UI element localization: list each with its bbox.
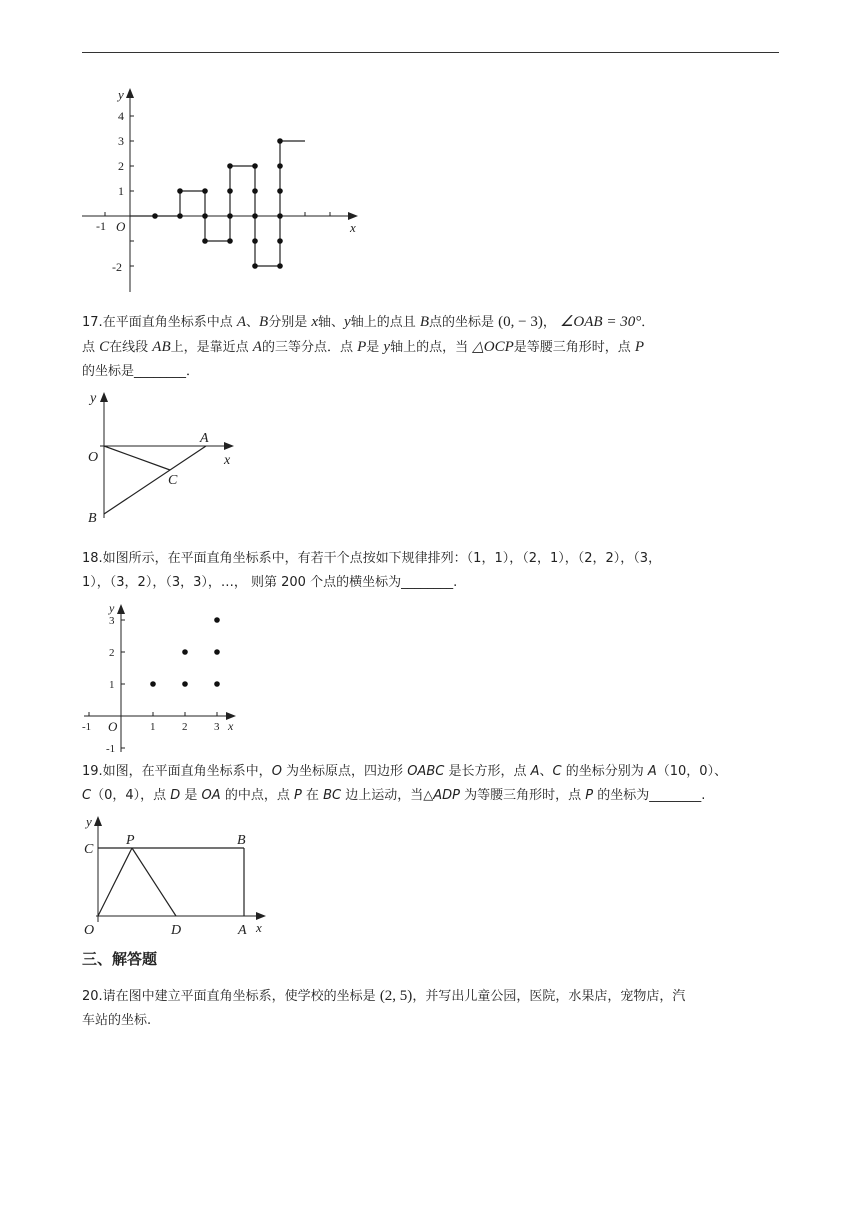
q17-text-12: 是等腰三角形时，点 (513, 340, 635, 355)
x-axis-arrow (224, 442, 234, 450)
q19-d: D (170, 788, 181, 803)
x-axis-label: x (256, 920, 262, 935)
figure-q16-staircase-path (78, 86, 368, 298)
label-a: A (200, 431, 209, 446)
pattern-points (150, 617, 220, 687)
figure-q19-rectangle (80, 812, 276, 940)
y-tick-2: 2 (109, 647, 115, 659)
path-points (152, 138, 283, 269)
question-19 (82, 760, 782, 808)
q19-text-1c: 是长方形，点 (444, 764, 531, 779)
y-axis-label: y (118, 87, 124, 102)
q17-text-4: 轴上的点且 (350, 315, 420, 330)
pattern-point-4 (214, 681, 220, 687)
label-a: A (238, 923, 247, 938)
q17-sep: 、 (246, 315, 260, 330)
header-rule (82, 52, 779, 53)
path-point-3 (177, 188, 183, 194)
q17-text-13: 的坐标是________． (82, 364, 200, 379)
label-o: O (88, 450, 99, 465)
y-tick-4: 4 (118, 109, 124, 123)
question-17 (82, 310, 782, 384)
x-tick-2: 2 (182, 721, 188, 733)
segment-op (98, 848, 132, 916)
label-o: O (84, 923, 95, 938)
path-point-2 (177, 213, 183, 219)
q17-segment-ab: AB (152, 339, 171, 355)
y-tick-1: 1 (109, 679, 115, 691)
q19-p-2: P (585, 788, 594, 803)
q17-text-1: 在平面直角坐标系中点 (102, 315, 237, 330)
q17-point-a: A (236, 314, 246, 330)
q19-text-2g: 为等腰三角形时，点 (459, 788, 586, 803)
q19-text-2h: 的坐标为________. (593, 788, 706, 803)
q19-p: P (293, 788, 302, 803)
pattern-point-5 (214, 649, 220, 655)
x-axis-label: x (228, 719, 234, 733)
label-d: D (171, 923, 182, 938)
path-point-7 (227, 238, 233, 244)
q17-point-a-2: A (252, 339, 262, 355)
path-point-16 (277, 263, 283, 269)
q17-x-var: x (311, 314, 318, 330)
q17-number: 17. (82, 315, 103, 330)
pattern-point-2 (182, 681, 188, 687)
path-point-6 (202, 238, 208, 244)
staircase-path (130, 141, 305, 266)
q20-text-2: 车站的坐标. (82, 1013, 152, 1028)
q17-point-b-2: B (419, 314, 429, 330)
y-tick-labels (106, 615, 115, 755)
q17-text-7: 在线段 (109, 340, 153, 355)
x-axis-arrow (348, 212, 358, 220)
y-axis-arrow (100, 392, 108, 402)
y-axis-label: y (109, 601, 115, 615)
path-point-15 (252, 263, 258, 269)
x-axis-arrow (256, 912, 266, 920)
q19-bc: BC (323, 788, 342, 803)
path-point-17 (277, 238, 283, 244)
path-point-20 (277, 163, 283, 169)
y-axis-label: y (86, 814, 92, 829)
q17-comma: ， (542, 315, 560, 330)
path-point-10 (227, 163, 233, 169)
q17-y-var: y (344, 314, 351, 330)
q19-text-1d: 、 (539, 764, 553, 779)
q19-text-2e: 在 (301, 788, 324, 803)
path-point-19 (277, 188, 283, 194)
q20-text-1b: ，并写出儿童公园，医院，水果店，宠物店，汽 (412, 989, 686, 1004)
q17-y-var-2: y (383, 339, 391, 355)
path-point-18 (277, 213, 283, 219)
path-point-11 (252, 163, 258, 169)
q17-text-3: 轴、 (318, 315, 345, 330)
q19-text-2b: （0，4），点 (91, 788, 171, 803)
x-tick-marks (89, 712, 217, 716)
path-point-4 (202, 188, 208, 194)
q17-text-9: 的三等分点．点 (261, 340, 358, 355)
y-tick-1: 1 (118, 184, 124, 198)
path-point-8 (227, 213, 233, 219)
q17-text-10: 是 (366, 340, 384, 355)
q17-text-5: 点的坐标是 (429, 315, 499, 330)
pattern-point-3 (182, 649, 188, 655)
y-tick-labels (112, 109, 124, 274)
label-c: C (168, 473, 178, 488)
y-axis-arrow (94, 816, 102, 826)
q19-oa: OA (201, 788, 221, 803)
figure-q17-triangle (84, 388, 244, 528)
x-tick-1: 1 (150, 721, 156, 733)
x-tick-neg1: -1 (82, 721, 92, 733)
q17-coordinate: (0, − 3) (498, 314, 543, 330)
pattern-point-1 (150, 681, 156, 687)
q19-text-1b: 为坐标原点，四边形 (281, 764, 408, 779)
q17-text-6: 点 (82, 340, 100, 355)
y-tick-marks (121, 620, 125, 748)
q17-point-c: C (99, 339, 110, 355)
q17-point-p-2: P (634, 339, 645, 355)
q19-o: O (271, 764, 282, 779)
path-point-12 (252, 188, 258, 194)
y-tick-2: 2 (118, 159, 124, 173)
q19-text-2f: 边上运动，当△ (341, 788, 434, 803)
label-b: B (88, 511, 97, 526)
q18-line-1: 18.如图所示，在平面直角坐标系中，有若干个点按如下规律排列：（1，1），（2，1），（2，2），（3， (82, 551, 662, 566)
y-tick-marks (130, 116, 134, 266)
y-tick-neg1: -1 (106, 743, 116, 755)
q17-dot: ． (641, 315, 655, 330)
y-axis-arrow (126, 88, 134, 98)
x-axis-label: x (350, 220, 356, 235)
path-point-21 (277, 138, 283, 144)
q20-text-1a: 20.请在图中建立平面直角坐标系，使学校的坐标是 (82, 989, 380, 1004)
q19-text-1e: 的坐标分别为 (561, 764, 648, 779)
x-axis-label: x (224, 453, 231, 468)
q19-c: C (552, 764, 562, 779)
question-20 (82, 984, 782, 1033)
q19-text-2d: 的中点，点 (220, 788, 294, 803)
q17-angle: ∠OAB = 30° (559, 314, 642, 330)
q19-adp: ADP (433, 788, 460, 803)
origin-label: O (108, 719, 118, 734)
segment-pd (132, 848, 176, 916)
y-tick-3: 3 (118, 134, 124, 148)
q17-triangle: △OCP (472, 339, 514, 355)
label-c: C (84, 842, 94, 857)
q18-line-2: 1），（3，2），（3，3），…， 则第 200 个点的横坐标为________. (82, 575, 458, 590)
y-axis-arrow (117, 604, 125, 614)
segment-oc (104, 446, 170, 470)
origin-label: O (116, 219, 126, 234)
q17-text-2: 分别是 (268, 315, 312, 330)
x-tick-labels (82, 721, 220, 733)
path-point-13 (252, 213, 258, 219)
q17-point-p: P (357, 339, 367, 355)
y-tick-neg2: -2 (112, 260, 122, 274)
q19-text-1f: （10，0）、 (656, 764, 728, 779)
q19-a-2: A (647, 764, 657, 779)
label-p: P (126, 833, 135, 848)
q19-oabc: OABC (407, 764, 445, 779)
q20-coordinate: (2, 5) (379, 988, 413, 1004)
section-heading-answer: 三、解答题 (82, 950, 158, 968)
path-point-1 (152, 213, 158, 219)
q19-text-1a: 19.如图，在平面直角坐标系中， (82, 764, 272, 779)
path-point-9 (227, 188, 233, 194)
q19-a: A (530, 764, 540, 779)
path-point-5 (202, 213, 208, 219)
x-tick-neg1: -1 (96, 219, 106, 233)
q17-text-8: 上，是靠近点 (170, 340, 253, 355)
path-point-14 (252, 238, 258, 244)
q19-c-2: C (82, 788, 92, 803)
label-b: B (237, 833, 246, 848)
pattern-point-6 (214, 617, 220, 623)
q17-text-11: 轴上的点，当 (390, 340, 473, 355)
segment-ab (104, 446, 206, 514)
y-tick-3: 3 (109, 615, 115, 627)
x-tick-3: 3 (214, 721, 220, 733)
y-axis-label: y (90, 391, 97, 406)
question-18 (82, 547, 782, 595)
q17-point-b: B (259, 314, 269, 330)
q19-text-2c: 是 (180, 788, 202, 803)
figure-q18-dot-pattern (78, 600, 248, 756)
